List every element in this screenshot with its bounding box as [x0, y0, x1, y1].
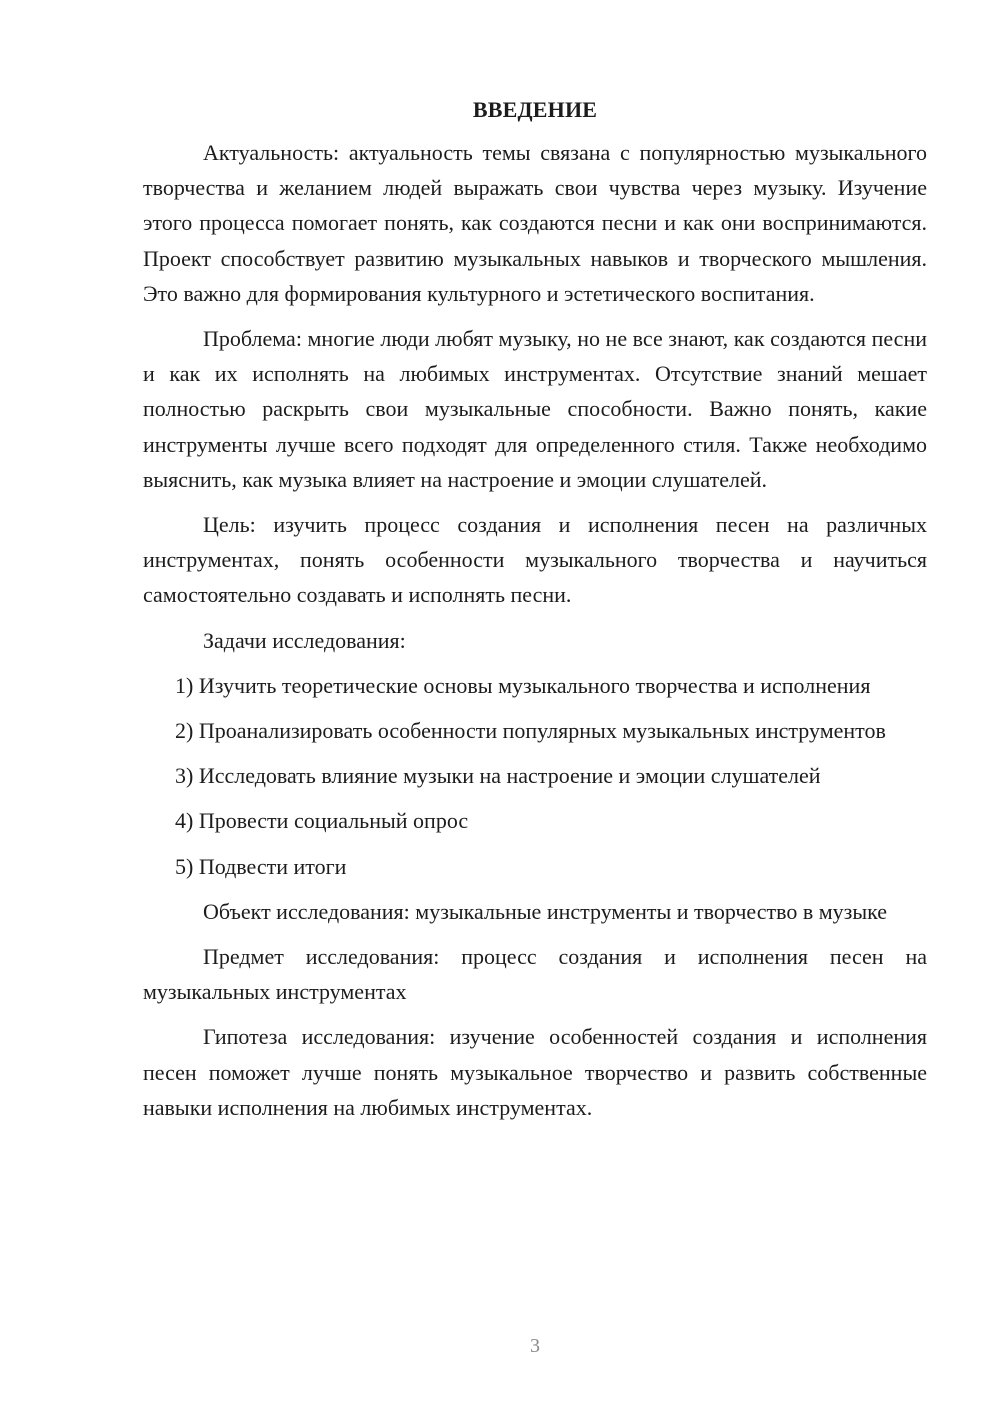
section-heading: ВВЕДЕНИЕ [472, 97, 598, 122]
problem-paragraph: Проблема: многие люди любят музыку, но не все знают, как создаются песни и как их исполнять на любимых инструментах. Отсутствие знаний мешает полностью раскрыть свои музыкальные способности. Важно понять, какие инструменты лучше всего подходят для определенного стиля. Также необходимо выяснить, как музыка влияет на настроение и эмоции слушателей. [143, 326, 927, 492]
task-item-3: 3) Исследовать влияние музыки на настроение и эмоции слушателей [175, 763, 821, 789]
subject-paragraph: Предмет исследования: процесс создания и исполнения песен на музыкальных инструментах [143, 944, 927, 1005]
tasks-title: Задачи исследования: [203, 627, 406, 653]
document-page [143, 92, 927, 1135]
page-number: 3 [530, 1335, 540, 1357]
task-item-1: 1) Изучить теоретические основы музыкального творчества и исполнения [175, 672, 871, 698]
task-item-5: 5) Подвести итоги [175, 853, 347, 879]
task-item-4: 4) Провести социальный опрос [175, 808, 469, 834]
relevance-paragraph: Актуальность: актуальность темы связана с популярностью музыкального творчества и желанием людей выражать свои чувства через музыку. Изучение этого процесса помогает понять, как создаются песни и как они воспринимаются. Проект способствует развитию музыкальных навыков и творческого мышления. Это важно для формирования культурного и эстетического воспитания. [143, 140, 927, 306]
task-item-2: 2) Проанализировать особенности популярных музыкальных инструментов [175, 718, 886, 744]
object-paragraph: Объект исследования: музыкальные инструменты и творчество в музыке [203, 898, 888, 924]
hypothesis-paragraph: Гипотеза исследования: изучение особенностей создания и исполнения песен поможет лучше понять музыкальное творчество и развить собственные навыки исполнения на любимых инструментах. [143, 1024, 927, 1120]
goal-paragraph: Цель: изучить процесс создания и исполнения песен на различных инструментах, понять особенности музыкального творчества и научиться самостоятельно создавать и исполнять песни. [143, 512, 927, 608]
